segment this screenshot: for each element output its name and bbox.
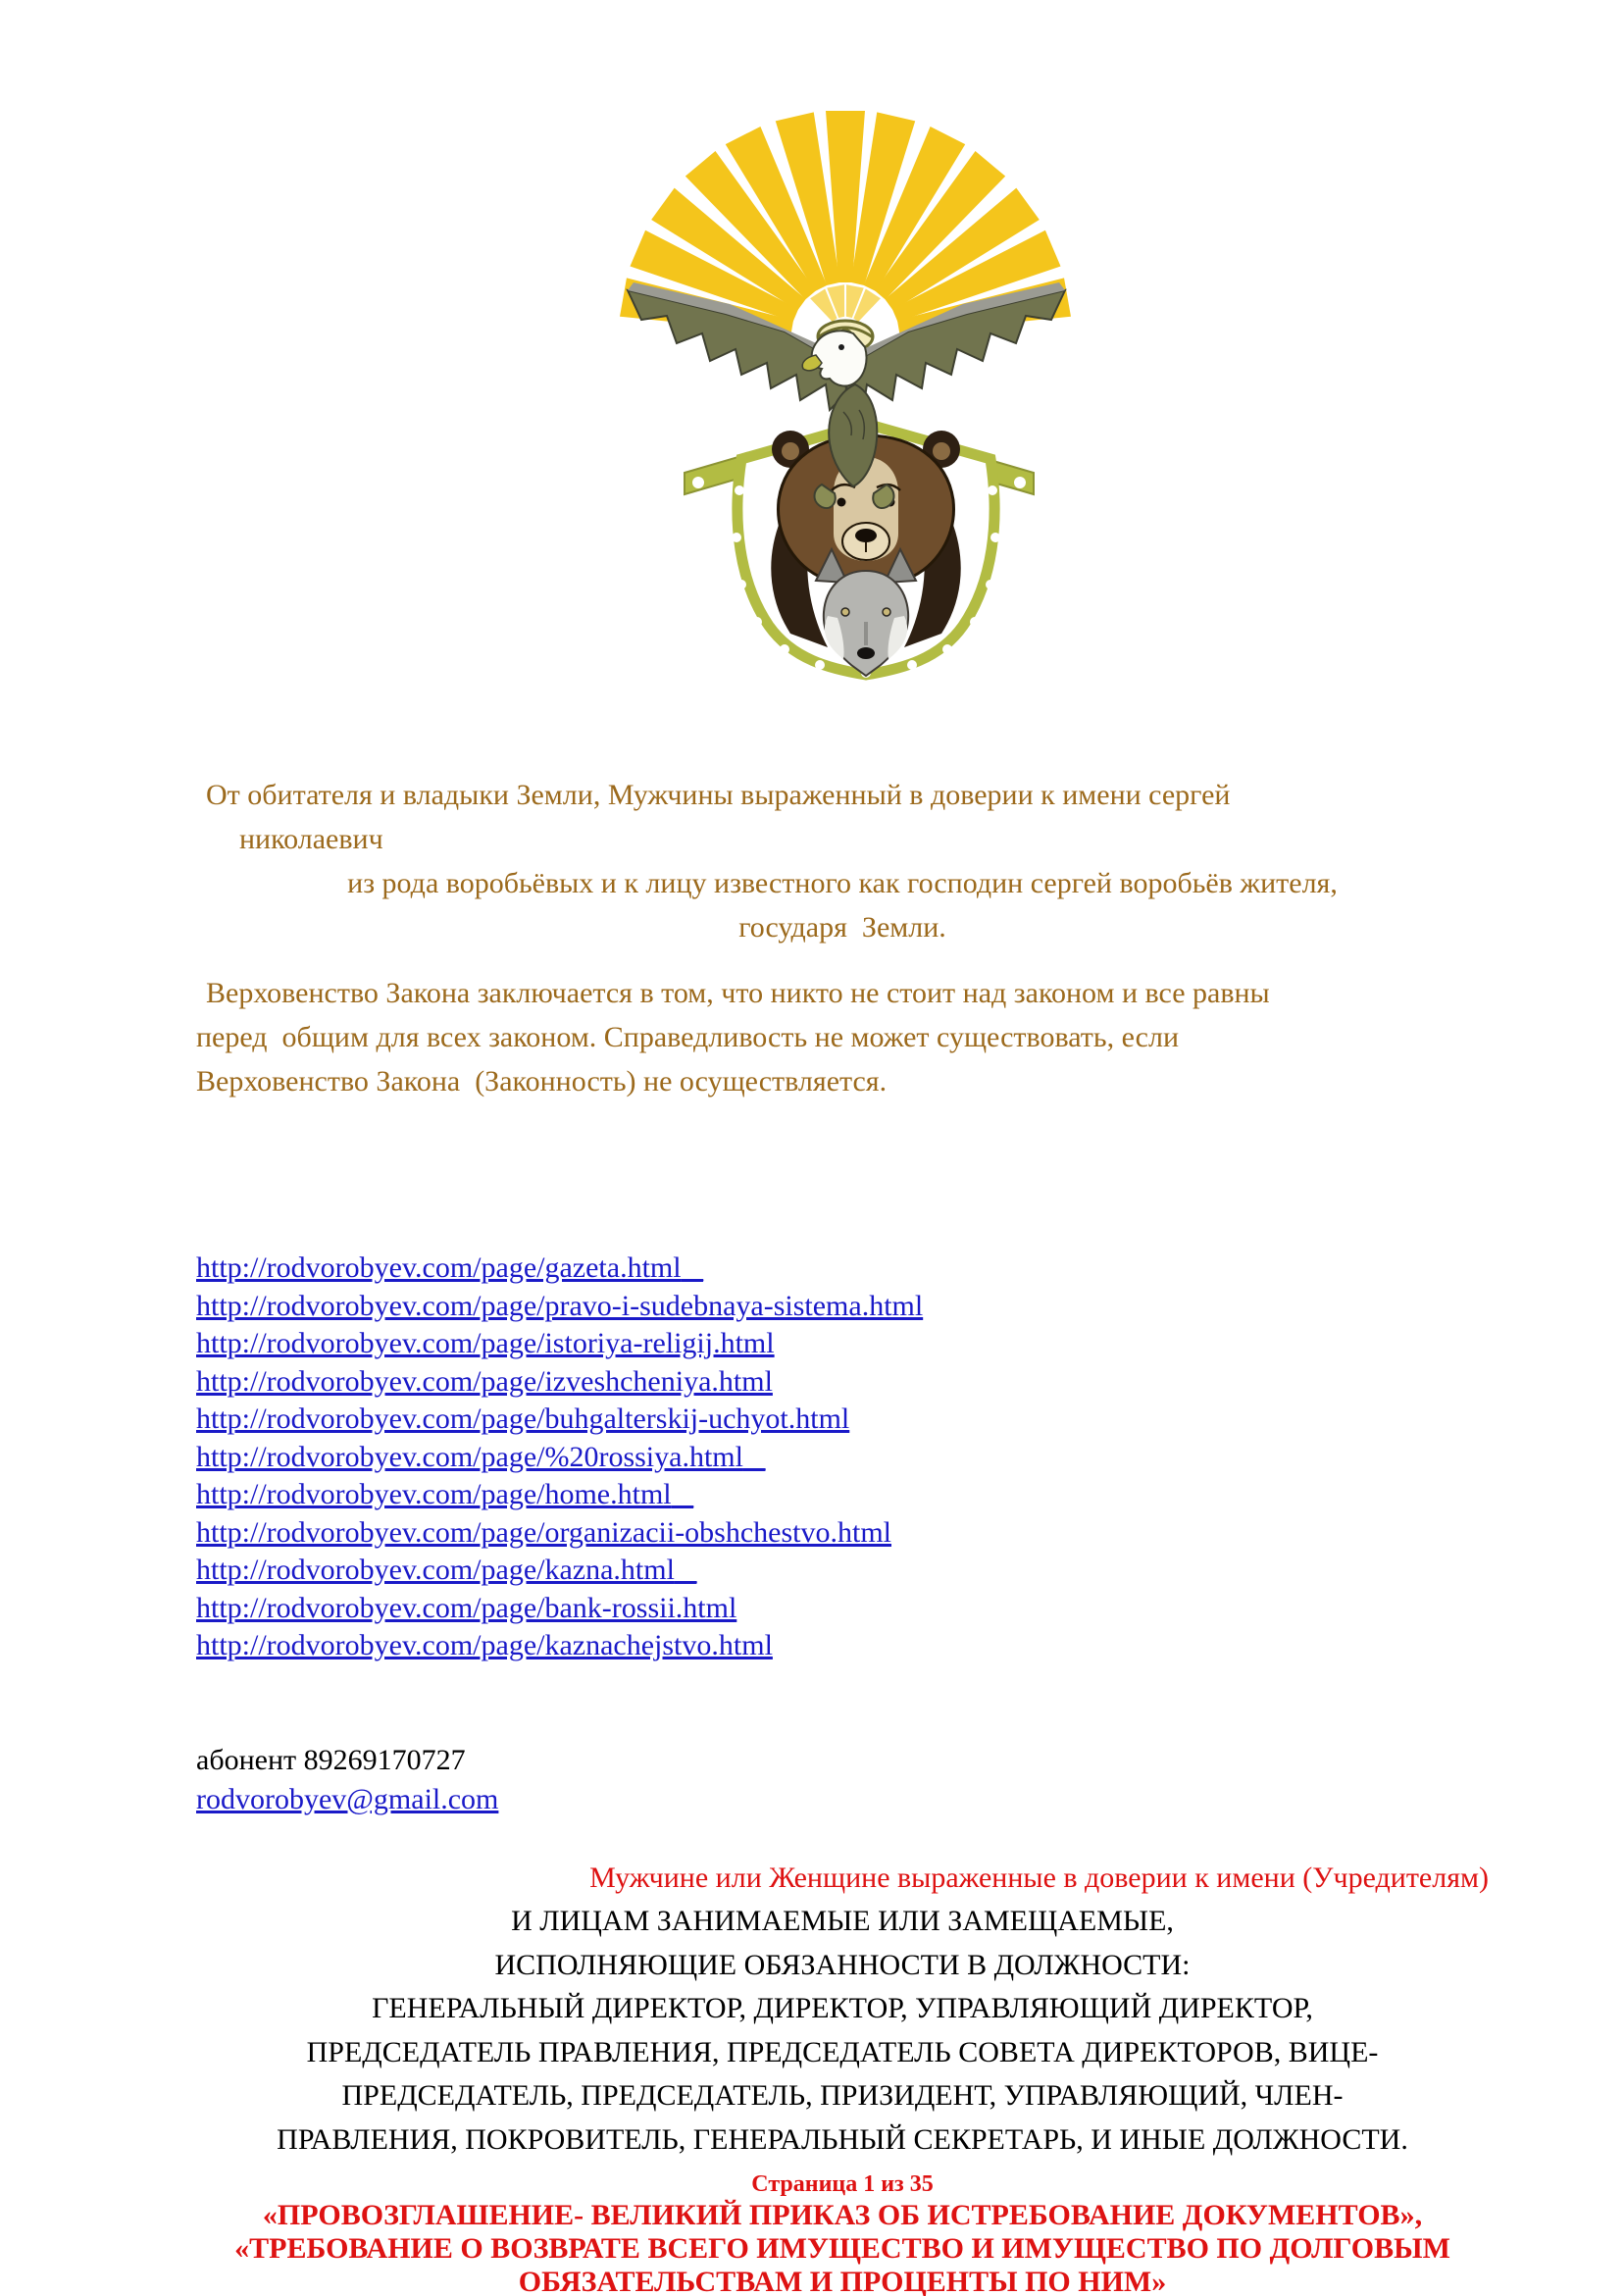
hyperlink[interactable]: http://rodvorobyev.com/page/%20rossiya.html: [196, 1440, 743, 1473]
link-item: [196, 1590, 1489, 1628]
intro-line: государя Земли.: [738, 911, 946, 944]
link-item: [196, 1476, 1489, 1514]
intro-line: из рода воробьёвых и к лицу известного как господин сергей воробьёв жителя,: [347, 867, 1338, 899]
link-item: [196, 1288, 1489, 1326]
intro-paragraph: [196, 773, 1489, 949]
intro-line: николаевич: [239, 823, 383, 855]
email-link[interactable]: rodvorobyev@gmail.com: [196, 1782, 499, 1815]
addressee-caps-line: И ЛИЦАМ ЗАНИМАЕМЫЕ ИЛИ ЗАМЕЩАЕМЫЕ,: [511, 1905, 1174, 1937]
addressee-caps-line: ПРАВЛЕНИЯ, ПОКРОВИТЕЛЬ, ГЕНЕРАЛЬНЫЙ СЕКРЕТАРЬ, И ИНЫЕ ДОЛЖНОСТИ.: [277, 2122, 1408, 2156]
addressee-caps-line: ГЕНЕРАЛЬНЫЙ ДИРЕКТОР, ДИРЕКТОР, УПРАВЛЯЮЩИЙ ДИРЕКТОР,: [372, 1992, 1313, 2024]
contact-phone: абонент 89269170727: [196, 1743, 466, 1776]
footer-title-line: «ПРОВОЗГЛАШЕНИЕ- ВЕЛИКИЙ ПРИКАЗ ОБ ИСТРЕБОВАНИЕ ДОКУМЕНТОВ»,: [262, 2199, 1423, 2231]
link-item: [196, 1514, 1489, 1553]
link-item: [196, 1552, 1489, 1590]
law-line: Верховенство Закона заключается в том, что никто не стоит над законом и все равны: [206, 977, 1270, 1009]
footer-title-line: «ТРЕБОВАНИЕ О ВОЗВРАТЕ ВСЕГО ИМУЩЕСТВО И ИМУЩЕСТВО ПО ДОЛГОВЫМ: [234, 2232, 1450, 2265]
law-line: Верховенство Закона (Законность) не осуществляется.: [196, 1065, 888, 1097]
hyperlink-tail[interactable]: _: [674, 1554, 697, 1586]
link-item: [196, 1627, 1489, 1665]
hyperlink-tail[interactable]: _: [681, 1251, 704, 1284]
page-footer: [196, 2169, 1489, 2296]
hyperlink[interactable]: http://rodvorobyev.com/page/izveshcheniya.html: [196, 1364, 773, 1398]
addressee-red-line: Мужчине или Женщине выраженные в доверии к имени (Учредителям): [589, 1861, 1489, 1894]
links-list: [196, 1250, 1489, 1665]
contact-block: [196, 1741, 1489, 1819]
hyperlink-tail[interactable]: _: [742, 1440, 766, 1473]
intro-line: От обитателя и владыки Земли, Мужчины выраженный в доверии к имени сергей: [206, 779, 1231, 811]
hyperlink[interactable]: http://rodvorobyev.com/page/buhgalterskij-uchyot.html: [196, 1403, 850, 1435]
hyperlink[interactable]: http://rodvorobyev.com/page/kaznachejstvo.html: [196, 1629, 773, 1661]
hyperlink[interactable]: http://rodvorobyev.com/page/kazna.html: [196, 1554, 675, 1586]
hyperlink[interactable]: http://rodvorobyev.com/page/istoriya-religij.html: [196, 1327, 775, 1359]
law-line: перед общим для всех законом. Справедливость не может существовать, если: [196, 1021, 1179, 1053]
contact-email: [196, 1780, 1489, 1819]
link-item: [196, 1250, 1489, 1288]
link-item: [196, 1439, 1489, 1477]
link-item: [196, 1401, 1489, 1439]
coat-of-arms: [608, 98, 1085, 681]
hyperlink[interactable]: http://rodvorobyev.com/page/organizacii-obshchestvo.html: [196, 1515, 891, 1549]
hyperlink-tail[interactable]: _: [671, 1478, 694, 1510]
footer-page-number: Страница 1 из 35: [751, 2171, 934, 2197]
footer-title-line: ОБЯЗАТЕЛЬСТВАМ И ПРОЦЕНТЫ ПО НИМ»: [518, 2266, 1167, 2296]
hyperlink[interactable]: http://rodvorobyev.com/page/pravo-i-sudebnaya-sistema.html: [196, 1289, 924, 1322]
law-paragraph: [196, 971, 1489, 1103]
hyperlink[interactable]: http://rodvorobyev.com/page/home.html: [196, 1478, 672, 1510]
addressee-caps-line: ПРЕДСЕДАТЕЛЬ ПРАВЛЕНИЯ, ПРЕДСЕДАТЕЛЬ СОВЕТА ДИРЕКТОРОВ, ВИЦЕ-: [306, 2035, 1379, 2068]
link-item: [196, 1363, 1489, 1402]
addressee-block: [196, 1857, 1489, 2163]
addressee-caps-line: ПРЕДСЕДАТЕЛЬ, ПРЕДСЕДАТЕЛЬ, ПРИЗИДЕНТ, УПРАВЛЯЮЩИЙ, ЧЛЕН-: [341, 2079, 1344, 2112]
addressee-caps-line: ИСПОЛНЯЮЩИЕ ОБЯЗАННОСТИ В ДОЛЖНОСТИ:: [494, 1948, 1191, 1981]
hyperlink[interactable]: http://rodvorobyev.com/page/gazeta.html: [196, 1251, 682, 1284]
link-item: [196, 1325, 1489, 1363]
hyperlink[interactable]: http://rodvorobyev.com/page/bank-rossii.html: [196, 1591, 737, 1624]
